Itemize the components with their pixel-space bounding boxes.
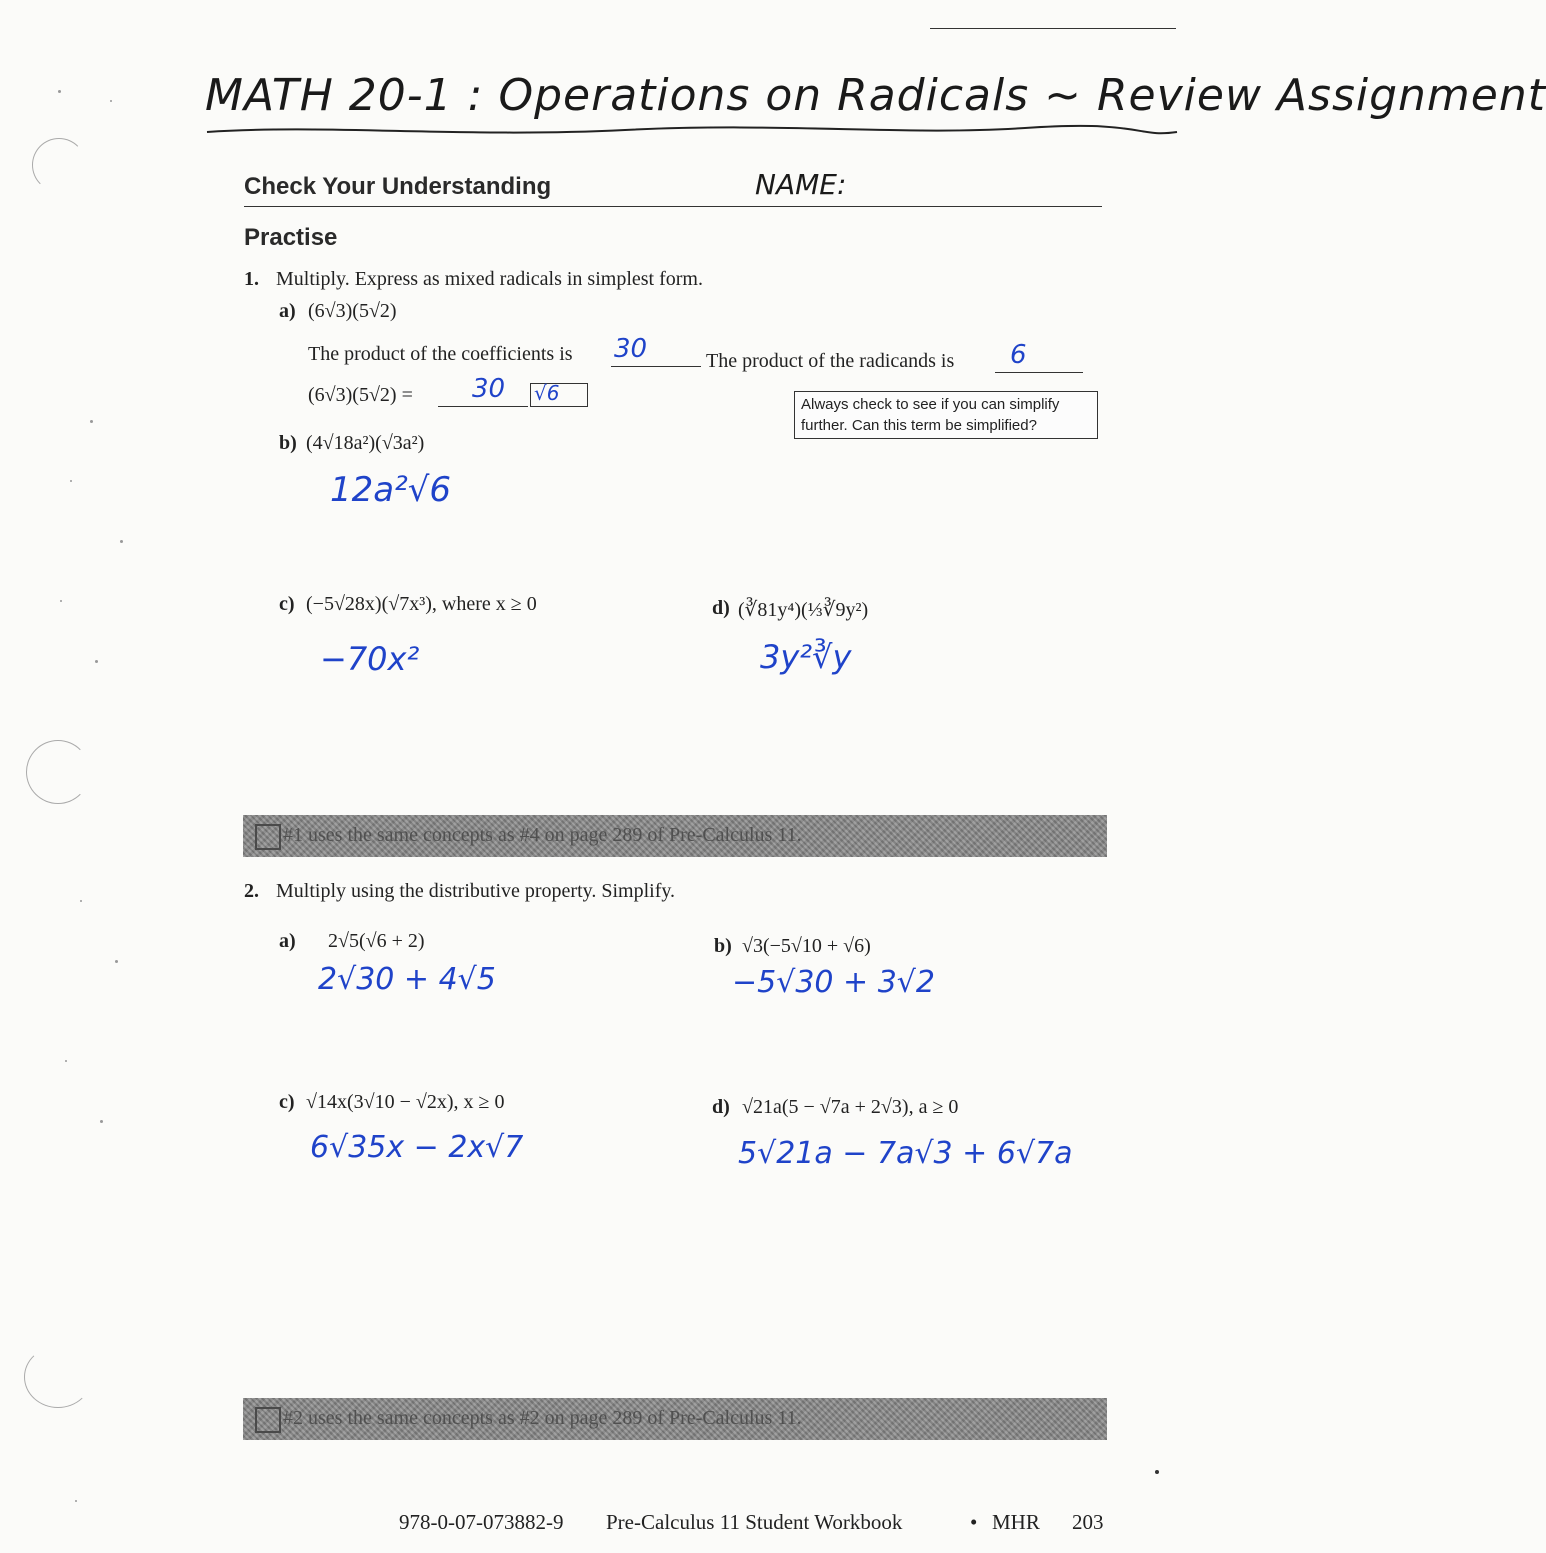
q1a-radicands-answer: 6: [1010, 340, 1027, 370]
simplify-note: Always check to see if you can simplify further. Can this term be simplified?: [794, 391, 1098, 439]
q2c-expression: √14x(3√10 − √2x), x ≥ 0: [306, 1091, 505, 1113]
q1-reference-band: [243, 815, 1107, 857]
q1a-equation: (6√3)(5√2) =: [308, 384, 413, 406]
q2c-answer: 6√35x − 2x√7: [310, 1130, 524, 1165]
q1c-answer: −70x²: [320, 640, 420, 678]
scan-edge-line: [930, 28, 1176, 29]
q2-number: 2.: [244, 880, 259, 902]
binder-hole-middle: [26, 740, 90, 804]
q2a-answer: 2√30 + 4√5: [318, 962, 496, 997]
q2a-label: a): [279, 930, 296, 952]
q1a-equation-answer-radical: √6: [534, 381, 560, 405]
q1a-coefficients-text: The product of the coefficients is: [308, 343, 573, 365]
q1-prompt: Multiply. Express as mixed radicals in simplest form.: [276, 268, 703, 290]
q2b-answer: −5√30 + 3√2: [732, 965, 936, 1000]
q1a-label: a): [279, 300, 296, 322]
q2d-answer: 5√21a − 7a√3 + 6√7a: [738, 1136, 1073, 1171]
q2-reference-text: #2 uses the same concepts as #2 on page 289 of Pre-Calculus 11.: [283, 1407, 802, 1429]
q1d-expression: (∛81y⁴)(⅓∛9y²): [738, 599, 869, 621]
q1a-radicands-blank: [995, 372, 1083, 373]
q2b-label: b): [714, 935, 732, 957]
q2d-label: d): [712, 1096, 730, 1118]
q2c-label: c): [279, 1091, 295, 1113]
footer-isbn: 978-0-07-073882-9: [399, 1510, 564, 1534]
footer-publisher: MHR: [992, 1510, 1040, 1534]
section-heading: Check Your Understanding: [244, 173, 552, 200]
q1a-equation-answer-coefficient: 30: [472, 374, 506, 404]
q1b-answer: 12a²√6: [330, 470, 452, 510]
binder-hole-bottom: [24, 1346, 92, 1408]
q1a-radicands-text: The product of the radicands is: [706, 350, 955, 372]
q2-reference-band: [243, 1398, 1107, 1440]
q2-prompt: Multiply using the distributive property. Simplify.: [276, 880, 676, 902]
binder-hole-top: [32, 138, 86, 192]
q1d-answer: 3y²∛y: [760, 638, 852, 676]
q2b-expression: √3(−5√10 + √6): [742, 935, 871, 957]
q1b-label: b): [279, 432, 297, 454]
q1a-coefficients-blank: [611, 366, 701, 367]
q1a-expression: (6√3)(5√2): [308, 300, 397, 322]
q2a-expression: 2√5(√6 + 2): [328, 930, 425, 952]
footer-book-title: Pre-Calculus 11 Student Workbook: [606, 1510, 903, 1534]
book-icon: [255, 1407, 281, 1433]
q1-number: 1.: [244, 268, 259, 290]
q1a-coefficients-answer: 30: [614, 334, 648, 364]
q1-reference-text: #1 uses the same concepts as #4 on page 289 of Pre-Calculus 11.: [283, 824, 802, 846]
footer-page-number: 203: [1072, 1510, 1104, 1534]
q1a-equation-blank: [438, 406, 528, 407]
title-underline: [205, 118, 1180, 148]
q1b-expression: (4√18a²)(√3a²): [306, 432, 425, 454]
q1c-label: c): [279, 593, 295, 615]
name-label: NAME:: [755, 168, 847, 201]
book-icon: [255, 824, 281, 850]
subsection-heading: Practise: [244, 224, 338, 251]
q1c-expression: (−5√28x)(√7x³), where x ≥ 0: [306, 593, 537, 615]
q2d-expression: √21a(5 − √7a + 2√3), a ≥ 0: [742, 1096, 959, 1118]
section-rule: [244, 206, 1102, 207]
footer-separator: •: [970, 1510, 978, 1534]
page-title: MATH 20-1 : Operations on Radicals ~ Review Assignment: [205, 70, 1546, 121]
q1d-label: d): [712, 597, 730, 619]
